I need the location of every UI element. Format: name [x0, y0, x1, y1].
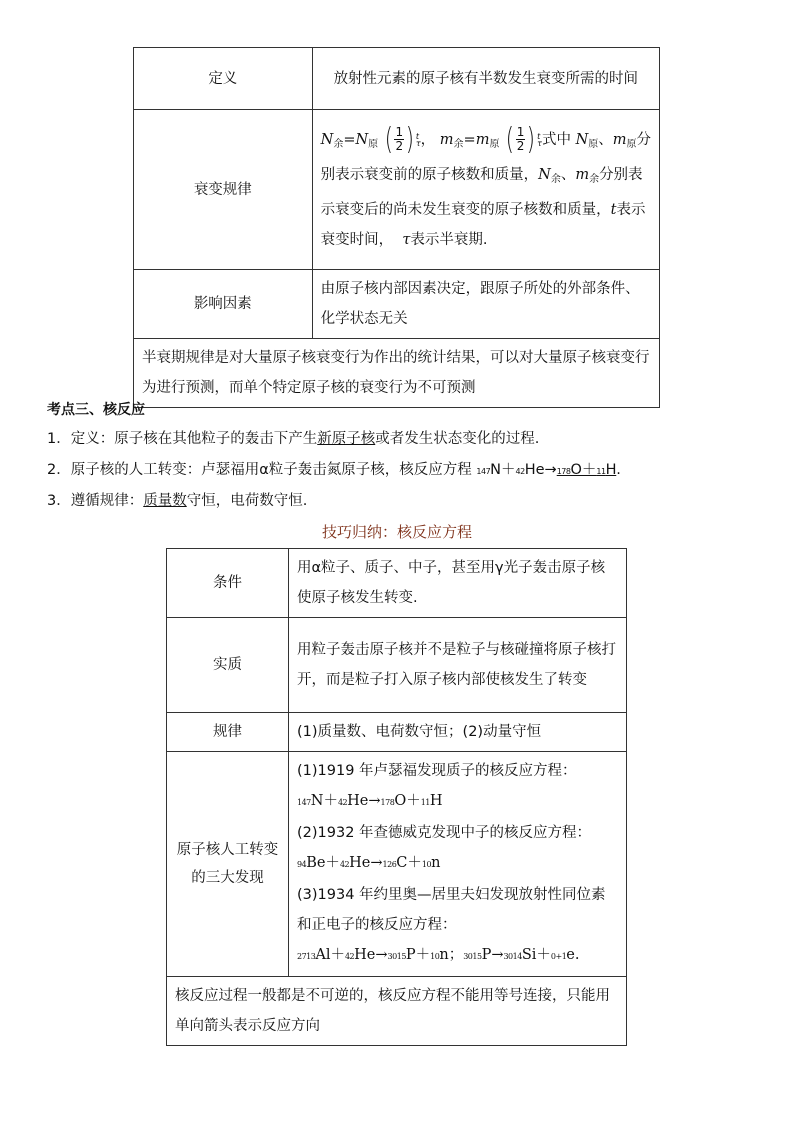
table-row [134, 339, 660, 408]
item-2: 2．原子核的人工转变：卢瑟福用α粒子轰击氮原子核，核反应方程 147N＋42He→178O＋11H. [47, 462, 621, 478]
row-text-essence: 用粒子轰击原子核并不是粒子与核碰撞将原子核打开，而是粒子打入原子核内部使核发生了转变 [289, 618, 627, 713]
decay-formula-line: $N_余=N_原$ ( $\frac{1}{2}$ ) t τ ， $m_余=m_原$ ( $\frac{1}{2}$ ) t τ 式中 $N_原$、$m_原$分 [320, 121, 651, 157]
table-row [134, 48, 660, 110]
row-label-essence: 实质 [167, 618, 289, 713]
row-label-discoveries: 原子核人工转变的三大发现 [167, 752, 289, 977]
row-label-factors: 影响因素 [134, 270, 313, 339]
table-row [167, 618, 627, 713]
equation-proton: 147N＋42He→178O＋11H [297, 793, 443, 809]
table-row [134, 110, 660, 270]
table-note: 核反应过程一般都是不可逆的，核反应方程不能用等号连接，只能用单向箭头表示反应方向 [167, 977, 627, 1046]
row-label-condition: 条件 [167, 549, 289, 618]
row-text-decay-law [312, 110, 659, 270]
row-label-rule: 规律 [167, 713, 289, 752]
section-heading: 考点三、核反应 [47, 402, 145, 418]
table-note: 半衰期规律是对大量原子核衰变行为作出的统计结果，可以对大量原子核衰变行为进行预测，而单个特定原子核的衰变行为不可预测 [134, 339, 660, 408]
row-text-factors: 由原子核内部因素决定，跟原子所处的外部条件、化学状态无关 [312, 270, 659, 339]
table-row [167, 977, 627, 1046]
equation-neutron: 94Be＋42He→126C＋10n [297, 855, 441, 871]
table-row [134, 270, 660, 339]
nuclear-reaction-table [166, 548, 627, 1046]
table-row [167, 713, 627, 752]
item-1: 1．定义：原子核在其他粒子的轰击下产生新原子核或者发生状态变化的过程. [47, 431, 540, 447]
row-text-discoveries: (1)1919 年卢瑟福发现质子的核反应方程： 147N＋42He→178O＋11H (2)1932 年查德威克发现中子的核反应方程： 94Be＋42He→126C＋10n (3)1934 年约里奥—居里夫妇发现放射性同位素和正电子的核反应方程： 2713Al＋42He→3015P＋10n；3015P→3014Si＋0+1e. [289, 752, 627, 977]
row-text-rule: (1)质量数、电荷数守恒；(2)动量守恒 [289, 713, 627, 752]
row-text-condition: 用α粒子、质子、中子，甚至用γ光子轰击原子核使原子核发生转变. [289, 549, 627, 618]
table-row [167, 752, 627, 977]
half-fraction: ( $\frac{1}{2}$ ) t τ [505, 121, 542, 157]
equation-positron: 2713Al＋42He→3015P＋10n；3015P→3014Si＋0+1e. [297, 947, 580, 963]
row-label-decay-law: 衰变规律 [134, 110, 313, 270]
row-text-definition: 放射性元素的原子核有半数发生衰变所需的时间 [312, 48, 659, 110]
half-fraction: ( $\frac{1}{2}$ ) t τ [384, 121, 421, 157]
table-row [167, 549, 627, 618]
half-life-table [133, 47, 660, 408]
item-3: 3．遵循规律：质量数守恒，电荷数守恒. [47, 493, 308, 509]
tips-title: 技巧归纳：核反应方程 [321, 523, 472, 541]
row-label-definition: 定义 [134, 48, 313, 110]
decay-text: 别表示衰变前的原子核数和质量，$N_余$、$m_余$分别表示衰变后的尚未发生衰变的原子核数和质量，t表示衰变时间， τ表示半衰期. [320, 166, 646, 248]
